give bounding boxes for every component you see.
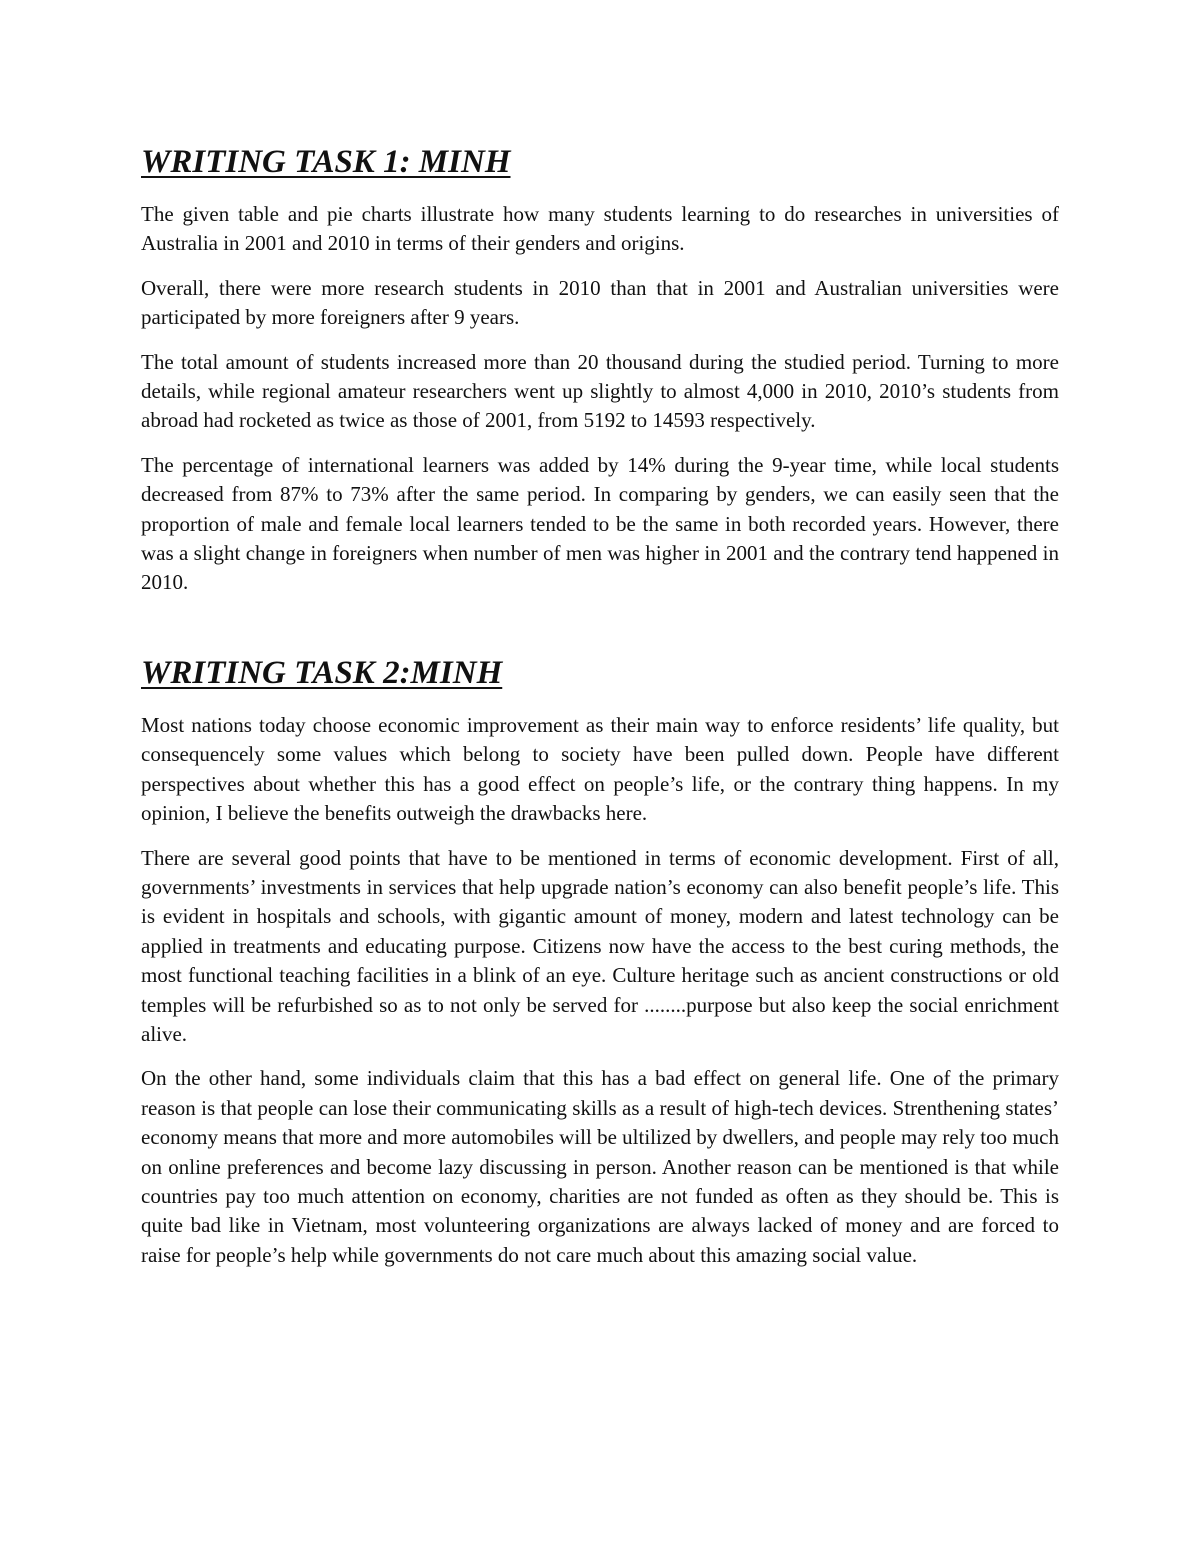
section-spacer	[141, 613, 1059, 649]
task-1-heading: WRITING TASK 1: MINH	[141, 144, 511, 180]
task-2-heading: WRITING TASK 2:MINH	[141, 654, 503, 691]
task-1-paragraph-1: The given table and pie charts illustrate how many students learning to do researches in universities of Australia in 2001 and 2010 in terms of their genders and origins.	[141, 202, 1059, 256]
task-1-paragraph-3: The total amount of students increased more than 20 thousand during the studied period. Turning to more details, while regional amateur researchers went up slightly to almost 4,000 in 2010, 2010’s students from abroad had rocketed as twice as those of 2001, from 5192 to 14593 respectively.	[141, 349, 1059, 433]
task-1-paragraph-2: Overall, there were more research students in 2010 than that in 2001 and Australian universities were participated by more foreigners after 9 years.	[141, 275, 1059, 330]
writing-task-1	[141, 138, 1059, 598]
writing-task-2	[141, 649, 1059, 1270]
document-content	[141, 138, 1059, 1285]
task-1-paragraph-4: The percentage of international learners was added by 14% during the 9-year time, while local students decreased from 87% to 73% after the same period. In comparing by genders, we can easily seen that the proportion of male and female local learners tended to be the same in both recorded years. However, there was a slight change in foreigners when number of men was higher in 2001 and the contrary tend happened in 2010.	[141, 452, 1059, 595]
task-2-paragraph-3: On the other hand, some individuals claim that this has a bad effect on general life. One of the primary reason is that people can lose their communicating skills as a result of high-tech devices. Strenthening states’ economy means that more and more automobiles will be ultilized by dwellers, and people may rely too much on online preferences and become lazy discussing in person. Another reason can be mentioned is that while countries pay too much attention on economy, charities are not funded as often as they should be. This is quite bad like in Vietnam, most volunteering organizations are always lacked of money and are forced to raise for people’s help while governments do not care much about this amazing social value.	[141, 1066, 1059, 1267]
task-2-paragraph-1: Most nations today choose economic improvement as their main way to enforce residents’ life quality, but consequencely some values which belong to society have been pulled down. People have different perspectives about whether this has a good effect on people’s life, or the contrary thing happens. In my opinion, I believe the benefits outweigh the drawbacks here.	[141, 712, 1059, 826]
task-2-paragraph-2: There are several good points that have to be mentioned in terms of economic development. First of all, governments’ investments in services that help upgrade nation’s economy can also benefit people’s life. This is evident in hospitals and schools, with gigantic amount of money, modern and latest technology can be applied in treatments and educating purpose. Citizens now have the access to the best curing methods, the most functional teaching facilities in a blink of an eye. Culture heritage such as ancient constructions or old temples will be refurbished so as to not only be served for ........purpose but also keep the social enrichment alive.	[141, 845, 1059, 1046]
